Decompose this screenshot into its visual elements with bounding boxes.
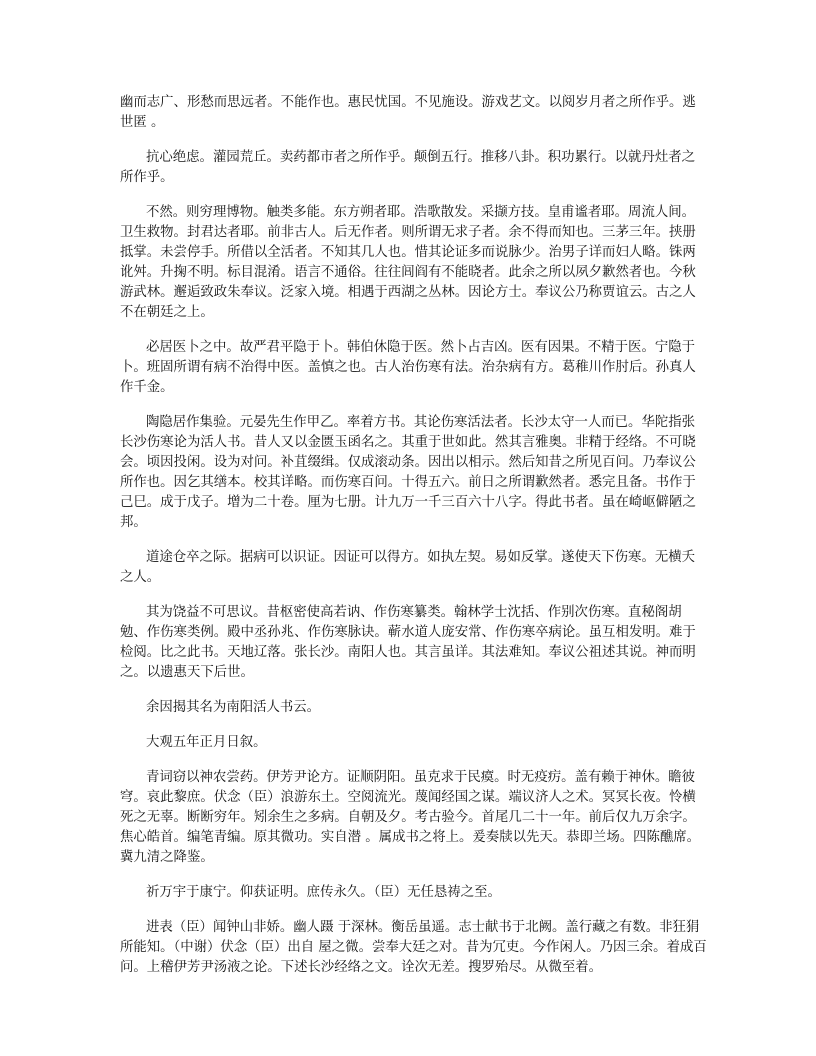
paragraph-3: 不然。则穷理博物。触类多能。东方朔者耶。浩歌散发。采撷方技。皇甫谧者耶。周流人间。卫生救物。封君达者耶。前非古人。后无作者。则所谓无求子者。余不得而知也。三茅三年。挟册抵掌。未尝停手。所借以全活者。不知其几人也。惜其论证多而说脉少。治男子详而妇人略。铢两讹舛。升掬不明。标目混淆。语言不通俗。往往闾阎有不能晓者。此余之所以夙夕歉然者也。今秋游武林。邂逅致政朱奉议。泛家入境。相遇于西湖之丛林。因论方士。奉议公乃称贾谊云。古之人不在朝廷之上。 <box>120 205 696 320</box>
paragraph-10: 青词窃以神农尝药。伊芳尹论方。证顺阴阳。虽克求于民瘼。时无疫疠。盖有赖于神休。瞻彼 穹。哀此黎庶。伏念（臣）浪游东土。空阅流光。蔑闻经国之谋。端议济人之术。冥冥长夜。怜横死之无辜。断断穷年。矧余生之多病。自朝及夕。考古验今。首尾几二十一年。前后仅九万余字。焦心皓首。编笔青编。原其微功。实自潜 。属成书之将上。爰奏牍以先天。恭即兰场。四陈醮席。冀九清之降鉴。 <box>120 770 701 865</box>
paragraph-9: 大观五年正月日叙。 <box>146 735 267 750</box>
paragraph-6: 道途仓卒之际。据病可以识证。因证可以得方。如执左契。易如反掌。遂使天下伤寒。无横夭之人。 <box>120 550 696 585</box>
paragraph-8: 余因揭其名为南阳活人书云。 <box>146 700 321 715</box>
paragraph-1: 幽而志广、形愁而思远者。不能作也。惠民忧国。不见施设。游戏艺文。以阅岁月者之所作乎。逃世匿 。 <box>120 95 696 130</box>
paragraph-4: 必居医卜之中。故严君平隐于卜。韩伯休隐于医。然卜占吉凶。医有因果。不精于医。宁隐于卜。班固所谓有病不治得中医。盖慎之也。古人治伤寒有法。治杂病有方。葛稚川作肘后。孙真人作千金。 <box>120 340 696 395</box>
paragraph-7: 其为饶益不可思议。昔枢密使高若讷、作伤寒纂类。翰林学士沈括、作别次伤寒。直秘阁胡勉、作伤寒类例。殿中丞孙兆、作伤寒脉诀。蕲水道人庞安常、作伤寒卒病论。虽互相发明。难于检阅。比之此书。天地辽落。张长沙。南阳人也。其言虽详。其法难知。奉议公祖述其说。神而明之。以遗惠天下后世。 <box>120 605 696 680</box>
paragraph-5: 陶隐居作集验。元晏先生作甲乙。率着方书。其论伤寒活法者。长沙太守一人而已。华陀指张长沙伤寒论为活人书。昔人又以金匮玉函名之。其重于世如此。然其言雅奥。非精于经络。不可晓会。顷因投闲。设为对问。补苴缀缉。仅成滚动条。因出以相示。然后知昔之所见百问。乃奉议公所作也。因乞其缮本。校其详略。而伤寒百问。十得五六。前日之所谓歉然者。悉完且备。书作于己巳。成于戊子。增为二十卷。厘为七册。计九万一千三百六十八字。得此书者。虽在崎岖僻陋之邦。 <box>120 415 696 530</box>
paragraph-12: 进表（臣）闻钟山非娇。幽人蹑 于深林。衡岳虽遥。志士献书于北阙。盖行藏之有数。非狂狷所能知。（中谢）伏念（臣）出自 屋之微。尝奉大廷之对。昔为冗吏。今作闲人。乃因三余。着成百问。上稽伊芳尹汤液之论。下述长沙经络之文。诠次无差。搜罗殆尽。从微至着。 <box>120 920 707 975</box>
document-page <box>120 93 708 993</box>
paragraph-11: 祈万宇于康宁。仰获证明。庶传永久。（臣）无任恳祷之至。 <box>146 885 501 900</box>
paragraph-2: 抗心绝虑。灌园荒丘。卖药都市者之所作乎。颠倒五行。推移八卦。积功累行。以就丹灶者之所作乎。 <box>120 150 696 185</box>
